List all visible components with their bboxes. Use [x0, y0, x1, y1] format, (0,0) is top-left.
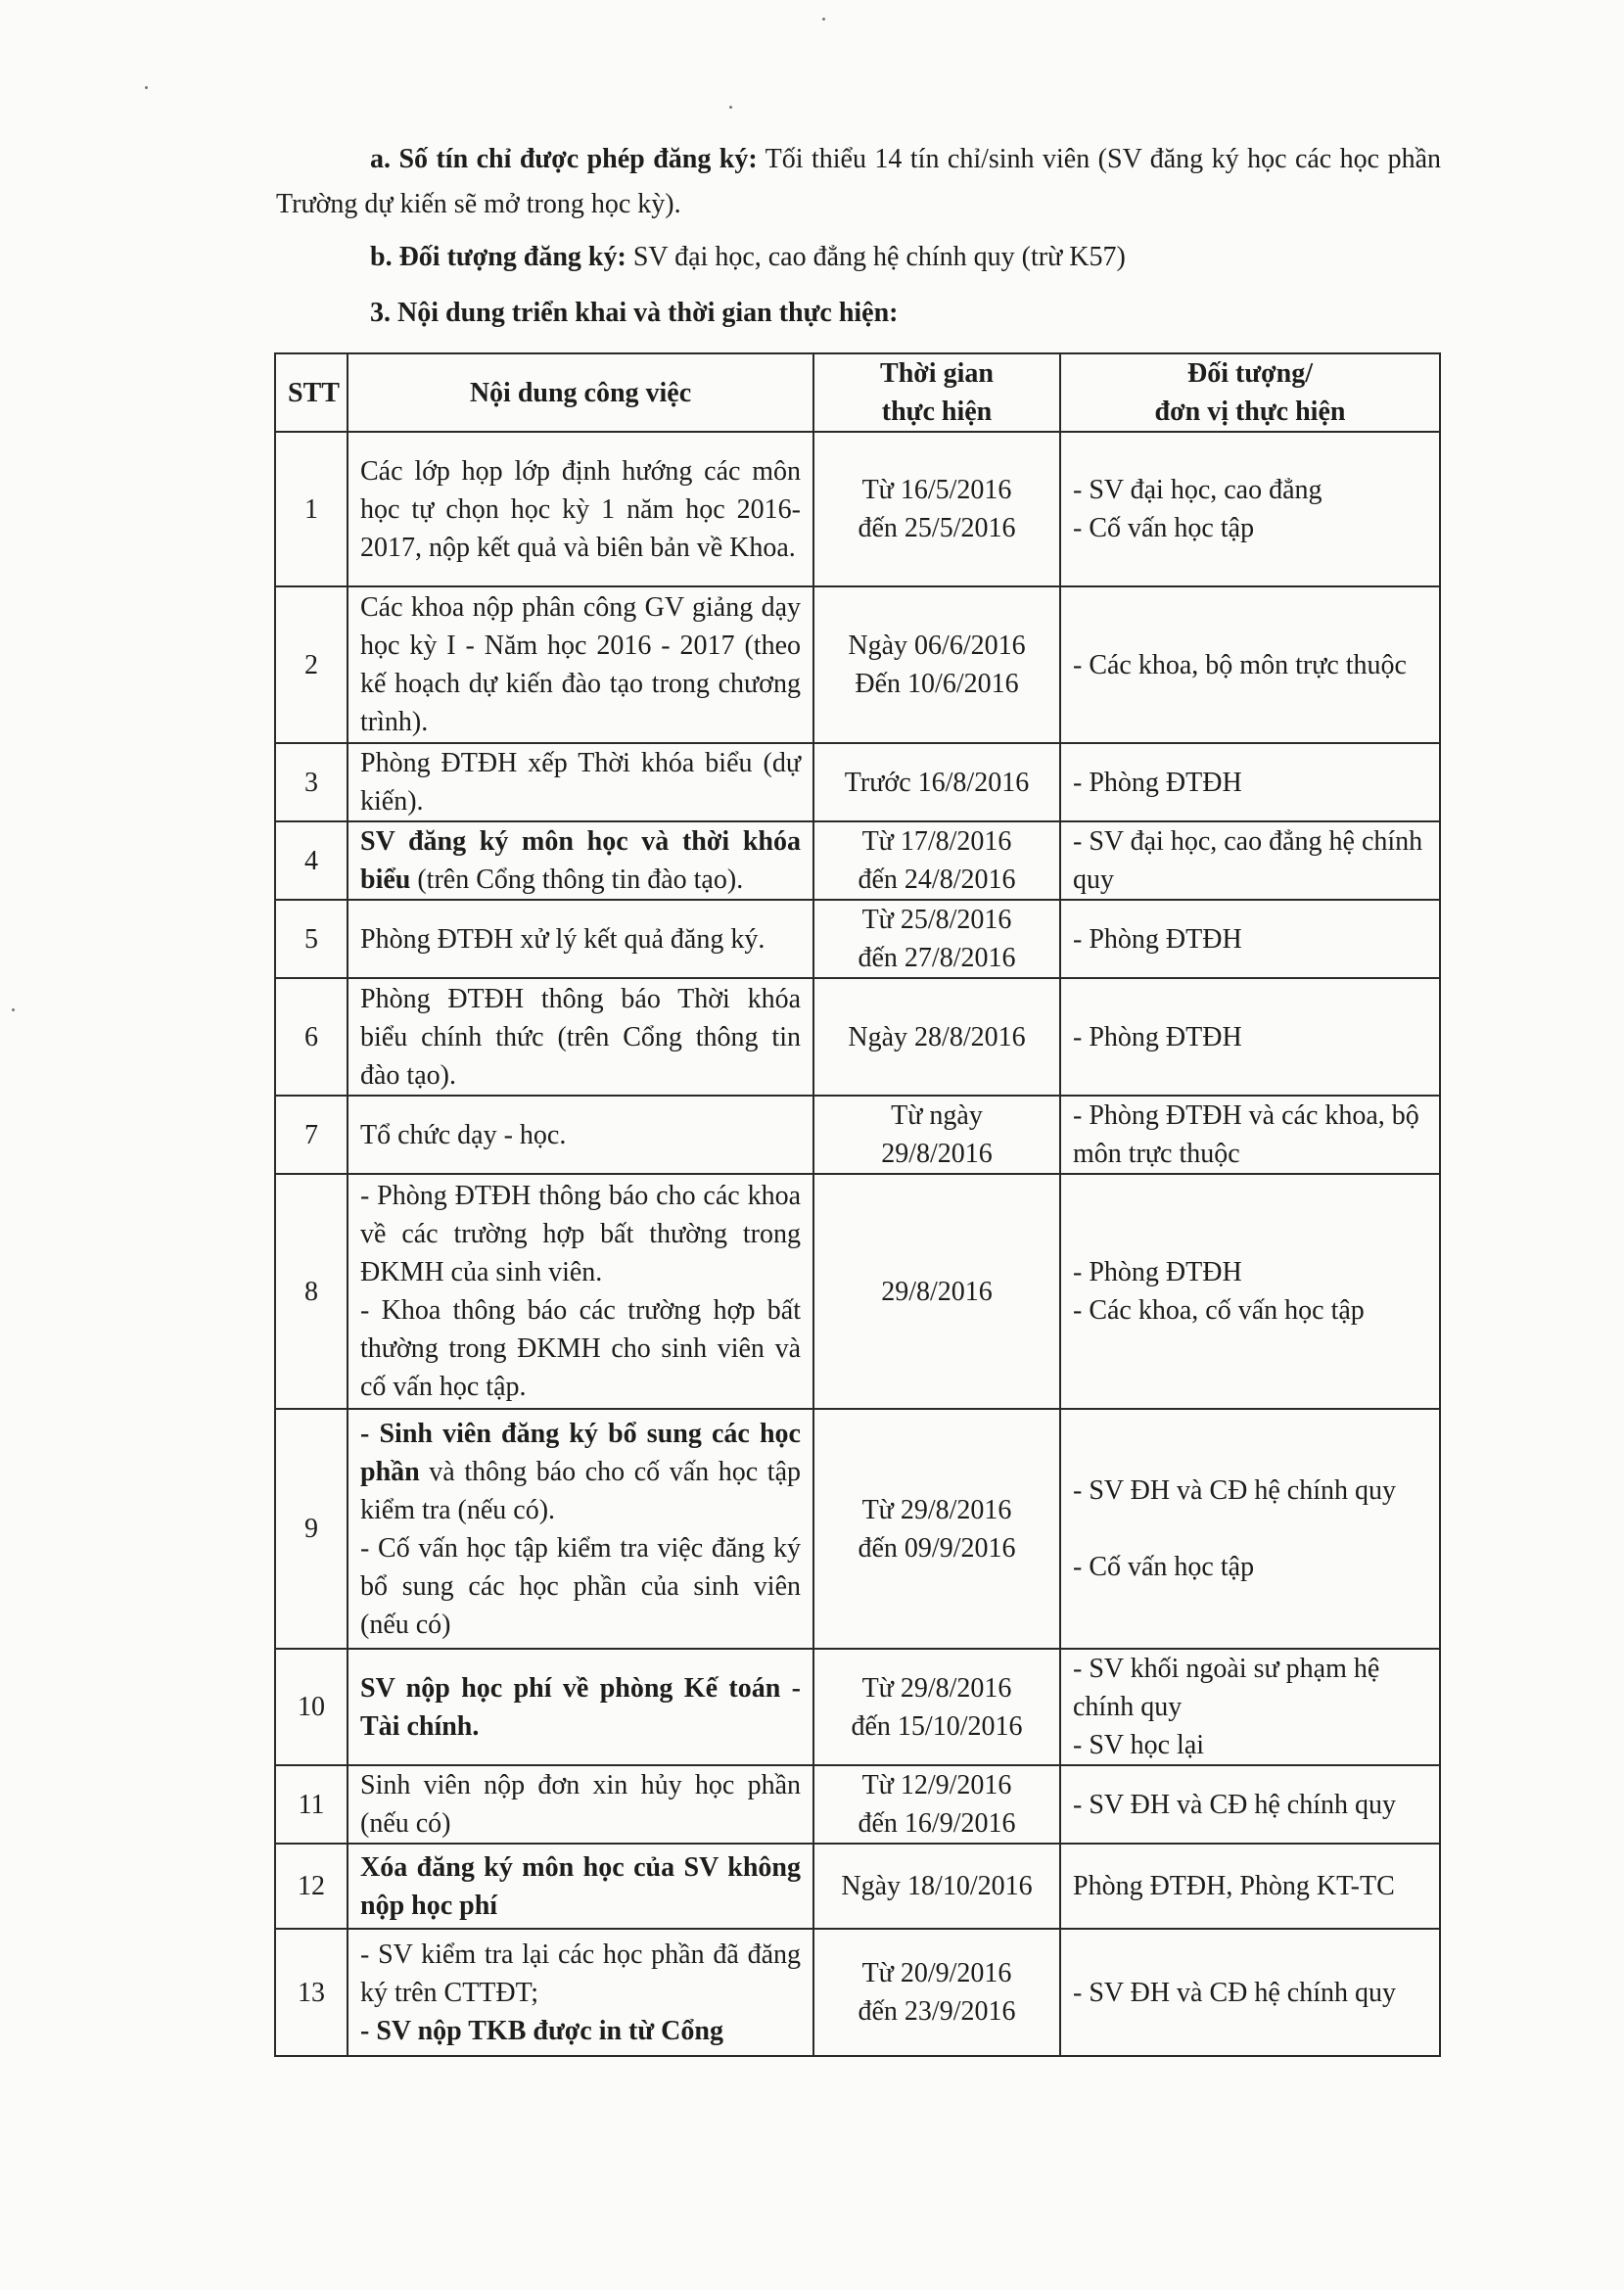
table-row: [275, 432, 1440, 586]
table-row: [275, 1174, 1440, 1409]
content-segment: Xóa đăng ký môn học của SV không nộp học phí: [360, 1851, 801, 1921]
row-unit-cell: [1060, 743, 1440, 821]
row-unit-cell: [1060, 1929, 1440, 2056]
time-line: Từ 25/8/2016: [861, 905, 1012, 935]
content-segment: - Khoa thông báo các trường hợp bất thường trong ĐKMH cho sinh viên và cố vấn học tập.: [360, 1295, 801, 1402]
table-row: [275, 900, 1440, 978]
header-content: Nội dung công việc: [348, 353, 813, 432]
time-line: Từ 29/8/2016: [861, 1672, 1012, 1704]
row-stt-cell: 10: [275, 1649, 348, 1765]
row-stt-cell: 3: [275, 743, 348, 821]
row-time-cell: [813, 1929, 1060, 2056]
row-content-cell: [348, 1096, 813, 1174]
header-unit-line: Đối tượng/: [1187, 358, 1313, 389]
row-time-cell: [813, 821, 1060, 900]
row-unit-cell: [1060, 1649, 1440, 1765]
time-line: đến 27/8/2016: [858, 943, 1016, 973]
time-line: Từ 12/9/2016: [861, 1770, 1012, 1800]
row-stt-cell: 8: [275, 1174, 348, 1409]
row-unit-cell: [1060, 1096, 1440, 1174]
unit-line: - SV ĐH và CĐ hệ chính quy: [1073, 1475, 1397, 1506]
row-content-cell: [348, 586, 813, 743]
row-time-cell: [813, 1174, 1060, 1409]
time-line: Ngày 28/8/2016: [848, 1021, 1026, 1052]
section-a-paragraph: [276, 137, 1441, 227]
row-time-cell: [813, 432, 1060, 586]
header-time: [813, 353, 1060, 432]
content-segment: - Phòng ĐTĐH thông báo cho các khoa về các trường hợp bất thường trong ĐKMH của sinh viên.: [360, 1181, 801, 1287]
row-stt-cell: 11: [275, 1765, 348, 1844]
unit-line: - SV đại học, cao đẳng: [1073, 475, 1322, 505]
row-stt-cell: 9: [275, 1409, 348, 1649]
content-segment: SV nộp học phí về phòng Kế toán - Tài chính.: [360, 1672, 801, 1742]
row-time-cell: [813, 1096, 1060, 1174]
unit-line: - Phòng ĐTĐH: [1073, 1021, 1242, 1052]
row-unit-cell: [1060, 432, 1440, 586]
header-unit: [1060, 353, 1440, 432]
unit-line: - Cố vấn học tập: [1073, 513, 1255, 543]
row-stt-cell: 1: [275, 432, 348, 586]
row-content-cell: [348, 743, 813, 821]
content-segment: Sinh viên nộp đơn xin hủy học phần (nếu có): [360, 1770, 801, 1839]
row-unit-cell: [1060, 1174, 1440, 1409]
content-segment: Tổ chức dạy - học.: [360, 1119, 567, 1150]
section-a-text: Tối thiểu 14 tín chỉ/sinh viên (SV đăng ký học các học phần Trường dự kiến sẽ mở trong học kỳ).: [276, 144, 1441, 219]
unit-line: Phòng ĐTĐH, Phòng KT-TC: [1073, 1871, 1395, 1901]
time-line: Từ 20/9/2016: [861, 1958, 1012, 1988]
row-stt-cell: 13: [275, 1929, 348, 2056]
unit-line: - Phòng ĐTĐH: [1073, 1257, 1242, 1287]
header-stt: STT: [275, 353, 348, 432]
unit-line: - Cố vấn học tập: [1073, 1552, 1255, 1582]
content-segment: - SV nộp TKB được in từ Cổng: [360, 2015, 723, 2046]
header-time-line: Thời gian: [880, 358, 994, 389]
time-line: Ngày 18/10/2016: [841, 1871, 1033, 1901]
row-content-cell: [348, 1844, 813, 1929]
unit-line: - Phòng ĐTĐH và các khoa, bộ môn trực thuộc: [1073, 1100, 1419, 1169]
row-content-cell: [348, 1929, 813, 2056]
row-content-cell: [348, 1765, 813, 1844]
content-segment: - Sinh viên đăng ký bổ sung các học phần: [360, 1418, 801, 1487]
content-segment: Phòng ĐTĐH xếp Thời khóa biểu (dự kiến).: [360, 748, 801, 817]
row-content-cell: [348, 1174, 813, 1409]
scan-speck: [729, 106, 732, 109]
unit-line: [1073, 1510, 1427, 1548]
content-segment: - SV kiểm tra lại các học phần đã đăng ký trên CTTĐT;: [360, 1939, 801, 2008]
content-segment: Các khoa nộp phân công GV giảng dạy học kỳ I - Năm học 2016 - 2017 (theo kế hoạch dự kiến đào tạo trong chương trình).: [360, 592, 801, 737]
row-unit-cell: [1060, 586, 1440, 743]
content-segment: SV đăng ký môn học và thời khóa biểu: [360, 826, 801, 895]
row-stt-cell: 4: [275, 821, 348, 900]
row-time-cell: [813, 978, 1060, 1096]
time-line: Từ 16/5/2016: [861, 475, 1012, 505]
table-row: [275, 743, 1440, 821]
row-time-cell: [813, 586, 1060, 743]
time-line: đến 16/9/2016: [858, 1808, 1016, 1839]
time-line: Trước 16/8/2016: [844, 767, 1030, 798]
time-line: Ngày 06/6/2016: [848, 631, 1026, 661]
header-unit-line: đơn vị thực hiện: [1154, 397, 1346, 427]
time-line: đến 15/10/2016: [851, 1710, 1023, 1742]
time-line: đến 24/8/2016: [858, 865, 1016, 895]
row-time-cell: [813, 1409, 1060, 1649]
section-b-label: b. Đối tượng đăng ký:: [370, 242, 626, 272]
section-b-paragraph: [276, 235, 1441, 280]
row-content-cell: [348, 1409, 813, 1649]
row-content-cell: [348, 1649, 813, 1765]
row-content-cell: [348, 978, 813, 1096]
table-row: [275, 586, 1440, 743]
unit-line: - Các khoa, bộ môn trực thuộc: [1073, 649, 1407, 680]
table-row: [275, 1765, 1440, 1844]
unit-line: - SV đại học, cao đẳng hệ chính quy: [1073, 826, 1423, 895]
section-3-heading: 3. Nội dung triển khai và thời gian thực hiện:: [370, 298, 899, 328]
row-stt-cell: 12: [275, 1844, 348, 1929]
row-content-cell: [348, 432, 813, 586]
time-line: đến 09/9/2016: [858, 1532, 1016, 1564]
section-b-text: SV đại học, cao đẳng hệ chính quy (trừ K57): [626, 242, 1126, 272]
content-segment: - Cố vấn học tập kiểm tra việc đăng ký bổ sung các học phần của sinh viên (nếu có): [360, 1532, 801, 1640]
row-stt-cell: 5: [275, 900, 348, 978]
row-content-cell: [348, 821, 813, 900]
row-stt-cell: 7: [275, 1096, 348, 1174]
content-segment: Các lớp họp lớp định hướng các môn học tự chọn học kỳ 1 năm học 2016-2017, nộp kết quả và biên bản về Khoa.: [360, 455, 801, 563]
time-line: 29/8/2016: [881, 1139, 993, 1169]
row-unit-cell: [1060, 978, 1440, 1096]
row-stt-cell: 2: [275, 586, 348, 743]
row-stt-cell: 6: [275, 978, 348, 1096]
schedule-table: [274, 352, 1441, 2057]
time-line: Từ 17/8/2016: [861, 826, 1012, 857]
unit-line: - SV khối ngoài sư phạm hệ chính quy: [1073, 1654, 1380, 1722]
table-row: [275, 1929, 1440, 2056]
row-time-cell: [813, 1649, 1060, 1765]
scan-speck: [822, 18, 825, 21]
header-time-line: thực hiện: [881, 397, 993, 427]
content-segment: Phòng ĐTĐH thông báo Thời khóa biểu chính thức (trên Cổng thông tin đào tạo).: [360, 983, 801, 1091]
scan-speck: [145, 86, 148, 89]
time-line: đến 23/9/2016: [858, 1996, 1016, 2027]
content-segment: (trên Cổng thông tin đào tạo).: [410, 865, 744, 895]
content-segment: và thông báo cho cố vấn học tập kiểm tra (nếu có).: [360, 1456, 801, 1525]
section-a-label: a. Số tín chỉ được phép đăng ký:: [370, 144, 758, 174]
row-time-cell: [813, 1765, 1060, 1844]
time-line: đến 25/5/2016: [858, 513, 1016, 543]
unit-line: - Phòng ĐTĐH: [1073, 767, 1242, 798]
table-header-row: [275, 353, 1440, 432]
table-row: [275, 1409, 1440, 1649]
row-time-cell: [813, 743, 1060, 821]
unit-line: - Các khoa, cố vấn học tập: [1073, 1295, 1365, 1326]
row-unit-cell: [1060, 1409, 1440, 1649]
time-line: Từ ngày: [891, 1100, 983, 1131]
table-row: [275, 1844, 1440, 1929]
scan-speck: [12, 1008, 15, 1011]
row-time-cell: [813, 1844, 1060, 1929]
row-unit-cell: [1060, 1765, 1440, 1844]
time-line: Đến 10/6/2016: [855, 669, 1019, 699]
row-content-cell: [348, 900, 813, 978]
row-unit-cell: [1060, 900, 1440, 978]
table-row: [275, 821, 1440, 900]
unit-line: - SV ĐH và CĐ hệ chính quy: [1073, 1789, 1397, 1820]
time-line: Từ 29/8/2016: [861, 1494, 1012, 1525]
table-row: [275, 978, 1440, 1096]
row-unit-cell: [1060, 1844, 1440, 1929]
table-row: [275, 1649, 1440, 1765]
time-line: 29/8/2016: [881, 1276, 993, 1307]
content-segment: Phòng ĐTĐH xử lý kết quả đăng ký.: [360, 923, 766, 955]
unit-line: - SV học lại: [1073, 1730, 1205, 1760]
row-time-cell: [813, 900, 1060, 978]
row-unit-cell: [1060, 821, 1440, 900]
unit-line: - SV ĐH và CĐ hệ chính quy: [1073, 1977, 1397, 2008]
unit-line: - Phòng ĐTĐH: [1073, 923, 1242, 955]
table-row: [275, 1096, 1440, 1174]
